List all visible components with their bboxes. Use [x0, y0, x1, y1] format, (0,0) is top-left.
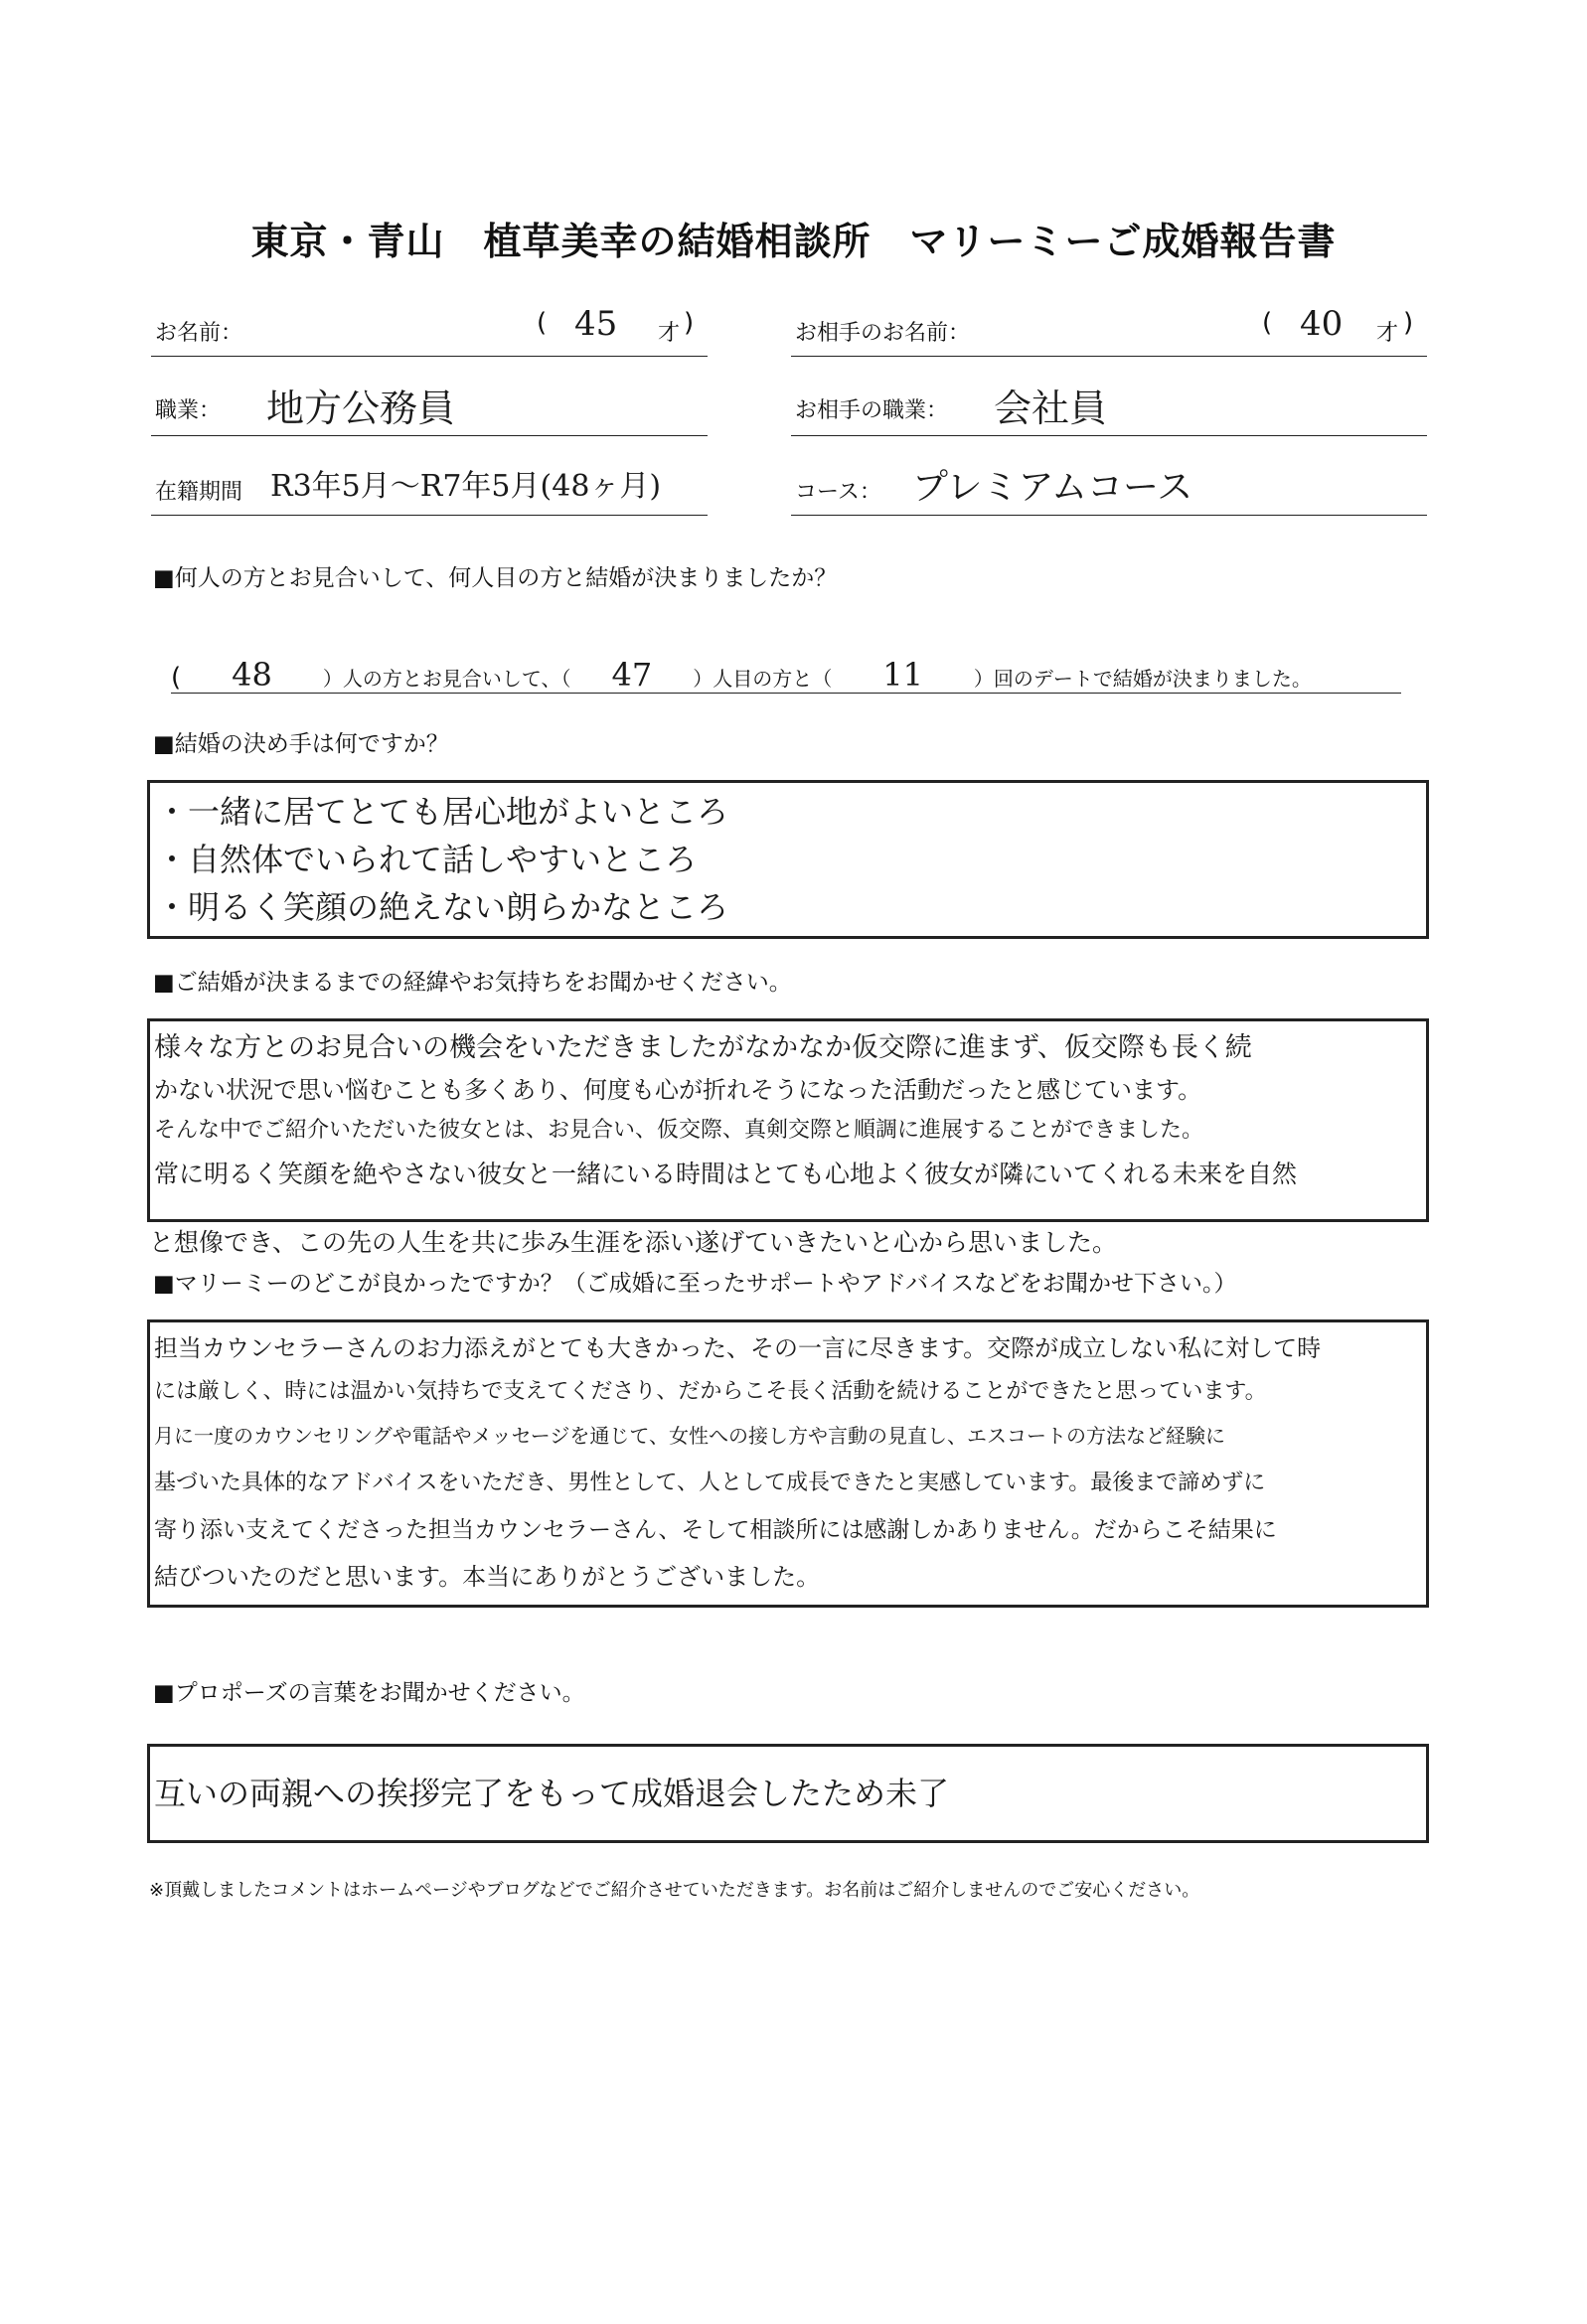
good-points-line: 担当カウンセラーさんのお力添えがとても大きかった、その一言に尽きます。交際が成立しない私に対して時: [154, 1334, 1322, 1362]
nth-person: 47: [611, 656, 653, 694]
occupation-underline: [151, 435, 708, 436]
name-label: お名前：: [155, 321, 243, 346]
course-label: コース：: [795, 480, 881, 505]
feelings-line: かない状況で思い悩むことも多くあり、何度も心が折れそうになった活動だったと感じています。: [154, 1076, 1202, 1104]
period-value: R3年5月～R7年5月(48ヶ月): [270, 469, 662, 504]
question-4: ■マリーミーのどこが良かったですか？（ご成婚に至ったサポートやアドバイスなどをお聞かせ下さい。）: [153, 1271, 1237, 1297]
period-underline: [151, 515, 708, 516]
decisive-factor-box: [147, 780, 1429, 939]
partner-occupation-label: お相手の職業：: [795, 398, 949, 423]
open-paren: (: [171, 663, 182, 693]
question-2: ■結婚の決め手は何ですか？: [153, 731, 449, 757]
proposal-answer: 互いの両親への挨拶完了をもって成婚退会したため未了: [154, 1775, 950, 1812]
page-title: 東京・青山 植草美幸の結婚相談所 マリーミーご成婚報告書: [250, 220, 1337, 263]
good-points-line: には厳しく、時には温かい気持ちで支えてくださり、だからこそ長く活動を続けることができたと思っています。: [154, 1379, 1267, 1404]
meeting-underline: [171, 693, 1401, 694]
question-1: ■何人の方とお見合いして、何人目の方と結婚が決まりましたか？: [153, 565, 838, 591]
good-points-line: 結びついたのだと思います。本当にありがとうございました。: [154, 1563, 821, 1591]
partner-age-unit: 才: [1376, 321, 1399, 346]
sentence-part-a: ）人の方とお見合いして、（: [322, 667, 571, 691]
question-5: ■プロポーズの言葉をお聞かせください。: [153, 1680, 585, 1706]
meetings-count: 48: [232, 656, 272, 694]
good-points-line: 寄り添い支えてくださった担当カウンセラーさん、そして相談所には感謝しかありません。だからこそ結果に: [154, 1517, 1277, 1543]
feelings-line-overflow: と想像でき、この先の人生を共に歩み生涯を添い遂げていきたいと心から思いました。: [149, 1228, 1118, 1257]
age-value: 45: [574, 304, 618, 344]
background-feelings-box: [147, 1018, 1429, 1222]
partner-name-underline: [791, 356, 1427, 357]
feelings-line: 様々な方とのお見合いの機会をいただきましたがなかなか仮交際に進まず、仮交際も長く続: [154, 1032, 1252, 1063]
partner-name-label: お相手のお名前：: [795, 321, 971, 346]
name-underline: [151, 356, 708, 357]
open-paren: (: [1262, 308, 1273, 338]
partner-occupation-underline: [791, 435, 1427, 436]
period-label: 在籍期間: [155, 480, 243, 505]
open-paren: (: [537, 308, 548, 338]
feelings-line: そんな中でご紹介いただいた彼女とは、お見合い、仮交際、真剣交際と順調に進展することができました。: [154, 1118, 1204, 1143]
question-3: ■ご結婚が決まるまでの経緯やお気持ちをお聞かせください。: [153, 970, 792, 996]
course-value: プレミアムコース: [912, 467, 1193, 508]
proposal-box: [147, 1744, 1429, 1843]
meeting-sentence: [171, 656, 1312, 694]
occupation-value: 地方公務員: [266, 387, 456, 430]
footer-note: ※頂戴しましたコメントはホームページやブログなどでご紹介させていただきます。お名前はご紹介しませんのでご安心ください。: [149, 1880, 1200, 1901]
good-points-line: 基づいた具体的なアドバイスをいただき、男性として、人として成長できたと実感しています。最後まで諦めずに: [154, 1471, 1266, 1495]
occupation-label: 職業：: [155, 398, 222, 423]
close-paren: ): [1403, 308, 1414, 338]
decisive-factor-line: ・自然体でいられて話しやすいところ: [156, 841, 698, 878]
partner-age-value: 40: [1300, 304, 1344, 344]
close-paren: ): [684, 308, 695, 338]
course-underline: [791, 515, 1427, 516]
decisive-factor-line: ・一緒に居てとても居心地がよいところ: [156, 793, 729, 831]
decisive-factor-line: ・明るく笑顔の絶えない朗らかなところ: [156, 888, 729, 926]
good-points-box: [147, 1319, 1429, 1608]
partner-occupation-value: 会社員: [994, 387, 1108, 430]
feelings-line: 常に明るく笑顔を絶やさない彼女と一緒にいる時間はとても心地よく彼女が隣にいてくれる未来を自然: [154, 1160, 1298, 1188]
age-unit: 才: [658, 321, 681, 346]
sentence-part-b: ）人目の方と（: [693, 667, 833, 691]
sentence-part-c: ）回のデートで結婚が決まりました。: [973, 667, 1312, 691]
good-points-line: 月に一度のカウンセリングや電話やメッセージを通じて、女性への接し方や言動の見直し、エスコートの方法など経験に: [154, 1424, 1225, 1448]
dates-count: 11: [882, 656, 923, 694]
